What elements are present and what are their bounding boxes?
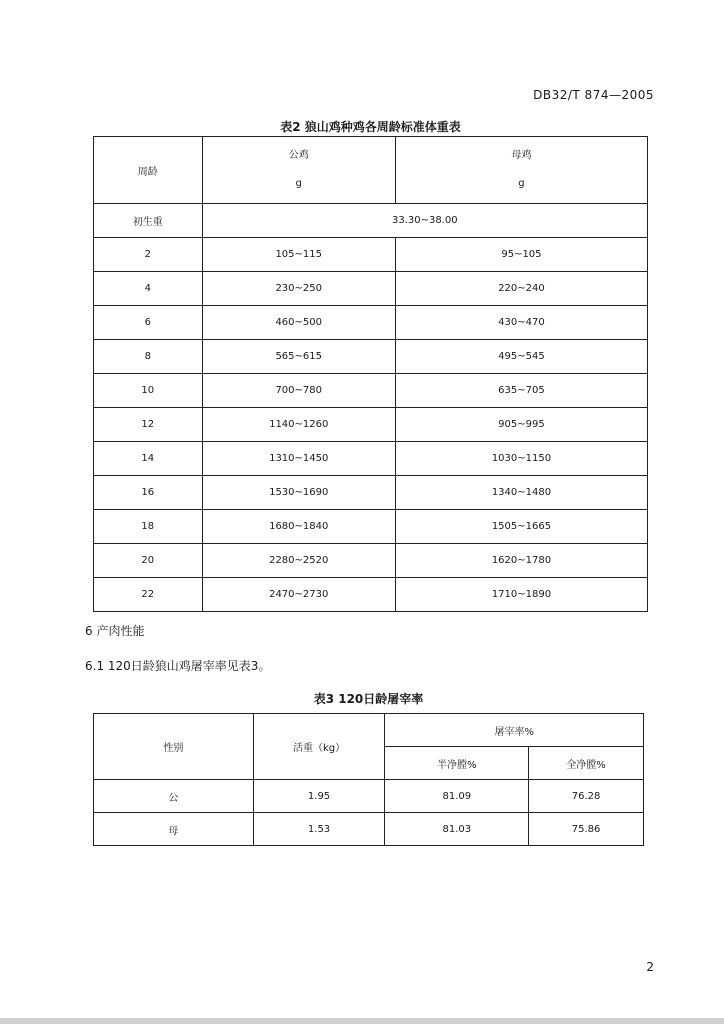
header-age: 周龄 xyxy=(94,137,203,204)
cell-female: 1505~1665 xyxy=(395,510,647,544)
cell-male: 105~115 xyxy=(202,238,395,272)
paragraph-6-1: 6.1 120日龄狼山鸡屠宰率见表3。 xyxy=(85,659,271,673)
cell-male: 230~250 xyxy=(202,272,395,306)
cell-age: 20 xyxy=(94,544,203,578)
table-row xyxy=(94,238,648,272)
header-full-eviscerated: 全净膛% xyxy=(529,747,644,780)
table-row xyxy=(94,813,644,846)
cell-age: 12 xyxy=(94,408,203,442)
cell-half: 81.03 xyxy=(385,813,529,846)
cell-age: 10 xyxy=(94,374,203,408)
cell-female: 430~470 xyxy=(395,306,647,340)
cell-female: 1340~1480 xyxy=(395,476,647,510)
section-heading: 6 产肉性能 xyxy=(85,624,145,638)
cell-age: 8 xyxy=(94,340,203,374)
header-sex: 性别 xyxy=(94,714,254,780)
table-row xyxy=(94,476,648,510)
table-row xyxy=(94,442,648,476)
cell-age: 初生重 xyxy=(94,204,203,238)
page-number: 2 xyxy=(646,960,654,974)
header-live-weight: 活重（kg） xyxy=(253,714,385,780)
table-row xyxy=(94,780,644,813)
cell-male: 565~615 xyxy=(202,340,395,374)
cell-age: 22 xyxy=(94,578,203,612)
cell-female: 635~705 xyxy=(395,374,647,408)
slaughter-rate-table xyxy=(93,713,644,846)
cell-sex: 公 xyxy=(94,780,254,813)
cell-male: 460~500 xyxy=(202,306,395,340)
cell-male: 2470~2730 xyxy=(202,578,395,612)
header-male-unit: g xyxy=(295,178,302,189)
cell-male: 1310~1450 xyxy=(202,442,395,476)
table-row xyxy=(94,510,648,544)
header-male: 公鸡 g xyxy=(202,137,395,204)
cell-half: 81.09 xyxy=(385,780,529,813)
table-row xyxy=(94,408,648,442)
table2-caption: 表2 狼山鸡种鸡各周龄标准体重表 xyxy=(280,120,461,134)
table-header-row xyxy=(94,714,644,747)
table-row xyxy=(94,544,648,578)
bottom-edge xyxy=(0,1018,724,1024)
table-row-newborn xyxy=(94,204,648,238)
cell-male: 1680~1840 xyxy=(202,510,395,544)
header-female-unit: g xyxy=(518,178,525,189)
cell-male: 1530~1690 xyxy=(202,476,395,510)
header-slaughter-rate: 屠宰率% xyxy=(385,714,644,747)
document-code: DB32/T 874—2005 xyxy=(533,88,654,102)
cell-male: 700~780 xyxy=(202,374,395,408)
cell-full: 76.28 xyxy=(529,780,644,813)
table-row xyxy=(94,306,648,340)
cell-female: 95~105 xyxy=(395,238,647,272)
cell-age: 18 xyxy=(94,510,203,544)
table-header-row xyxy=(94,137,648,204)
table3-caption: 表3 120日龄屠宰率 xyxy=(313,692,424,706)
cell-full: 75.86 xyxy=(529,813,644,846)
cell-live-weight: 1.53 xyxy=(253,813,385,846)
cell-live-weight: 1.95 xyxy=(253,780,385,813)
cell-female: 1710~1890 xyxy=(395,578,647,612)
cell-female: 1620~1780 xyxy=(395,544,647,578)
cell-female: 1030~1150 xyxy=(395,442,647,476)
table-row xyxy=(94,272,648,306)
cell-age: 2 xyxy=(94,238,203,272)
table-row xyxy=(94,340,648,374)
cell-male: 2280~2520 xyxy=(202,544,395,578)
table-row xyxy=(94,578,648,612)
cell-sex: 母 xyxy=(94,813,254,846)
cell-female: 220~240 xyxy=(395,272,647,306)
cell-female: 905~995 xyxy=(395,408,647,442)
cell-age: 16 xyxy=(94,476,203,510)
cell-age: 14 xyxy=(94,442,203,476)
header-female: 母鸡 g xyxy=(395,137,647,204)
table-row xyxy=(94,374,648,408)
cell-newborn-weight: 33.30~38.00 xyxy=(202,204,647,238)
cell-age: 6 xyxy=(94,306,203,340)
cell-female: 495~545 xyxy=(395,340,647,374)
standard-weight-table xyxy=(93,136,648,612)
cell-age: 4 xyxy=(94,272,203,306)
header-half-eviscerated: 半净膛% xyxy=(385,747,529,780)
cell-male: 1140~1260 xyxy=(202,408,395,442)
